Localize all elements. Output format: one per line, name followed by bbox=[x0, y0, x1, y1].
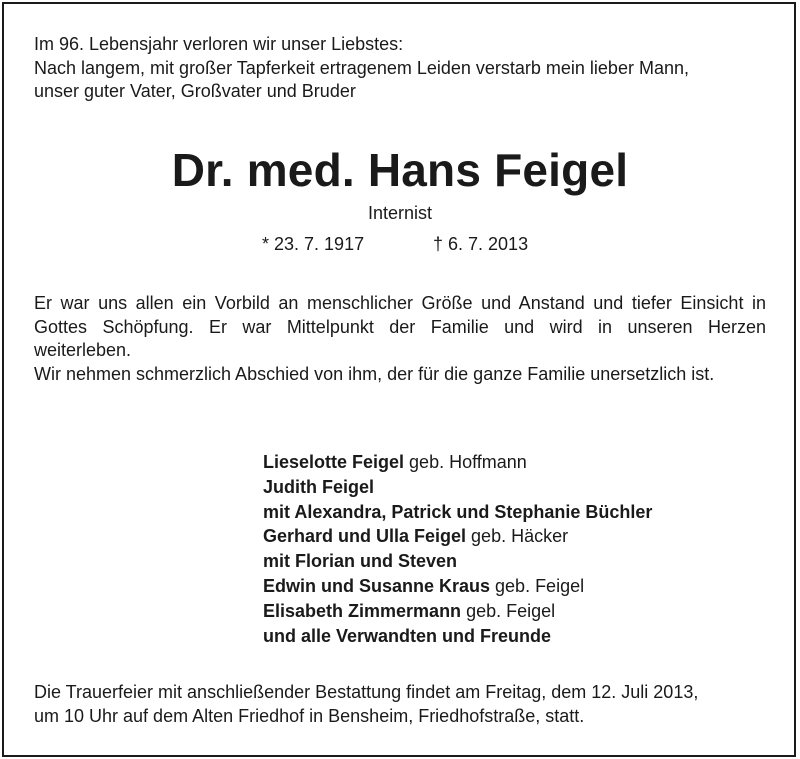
tribute-line: weiterleben. bbox=[34, 340, 132, 360]
mourner-note: geb. Hoffmann bbox=[404, 452, 527, 472]
tribute-line: Gottes Schöpfung. Er war Mittelpunkt der Familie und wird in unseren Herzen bbox=[34, 316, 766, 337]
deceased-name: Dr. med. Hans Feigel bbox=[171, 144, 629, 196]
mourner-note: geb. Häcker bbox=[466, 526, 569, 547]
mourner-name: Edwin und Susanne Kraus bbox=[263, 575, 491, 596]
tribute-line: Wir nehmen schmerzlich Abschied von ihm, der für die ganze Familie unersetzlich ist. bbox=[34, 363, 715, 384]
mourner-name: Gerhard und Ulla Feigel bbox=[263, 526, 467, 547]
mourner-line bbox=[263, 450, 652, 475]
mourner-note: geb. Feigel bbox=[490, 575, 585, 596]
mourner-name: Elisabeth Zimmermann bbox=[263, 600, 462, 621]
mourner-line bbox=[263, 574, 652, 599]
tribute-line: Er war uns allen ein Vorbild an menschlicher Größe und Anstand und tiefer Einsicht in bbox=[34, 293, 766, 313]
mourner-name: Lieselotte Feigel bbox=[263, 452, 405, 472]
mourner-line bbox=[263, 500, 652, 525]
birth-date: * 23. 7. 1917 bbox=[262, 234, 365, 254]
mourner-name: mit Alexandra, Patrick und Stephanie Büchler bbox=[263, 501, 653, 522]
intro-line: Nach langem, mit großer Tapferkeit ertragenem Leiden verstarb mein lieber Mann, bbox=[34, 57, 689, 78]
tribute-text bbox=[34, 292, 766, 386]
intro-line: Im 96. Lebensjahr verloren wir unser Liebstes: bbox=[34, 34, 404, 54]
mourner-line bbox=[263, 599, 652, 624]
mourner-line bbox=[263, 475, 652, 500]
mourner-name: mit Florian und Steven bbox=[263, 551, 458, 572]
mourner-name: Judith Feigel bbox=[263, 476, 375, 497]
funeral-notice bbox=[34, 681, 774, 728]
deceased-profession: Internist bbox=[367, 203, 433, 223]
mourners-list bbox=[263, 450, 652, 648]
mourner-note: geb. Feigel bbox=[461, 600, 556, 621]
intro-text bbox=[34, 33, 774, 104]
mourner-line bbox=[263, 524, 652, 549]
funeral-line: um 10 Uhr auf dem Alten Friedhof in Bensheim, Friedhofstraße, statt. bbox=[34, 705, 585, 726]
funeral-line: Die Trauerfeier mit anschließender Bestattung findet am Freitag, dem 12. Juli 2013, bbox=[34, 682, 699, 702]
intro-line: unser guter Vater, Großvater und Bruder bbox=[34, 81, 356, 101]
mourner-name: und alle Verwandten und Freunde bbox=[263, 625, 552, 646]
mourner-line bbox=[263, 549, 652, 574]
death-date: † 6. 7. 2013 bbox=[433, 234, 529, 254]
mourner-line bbox=[263, 624, 652, 649]
